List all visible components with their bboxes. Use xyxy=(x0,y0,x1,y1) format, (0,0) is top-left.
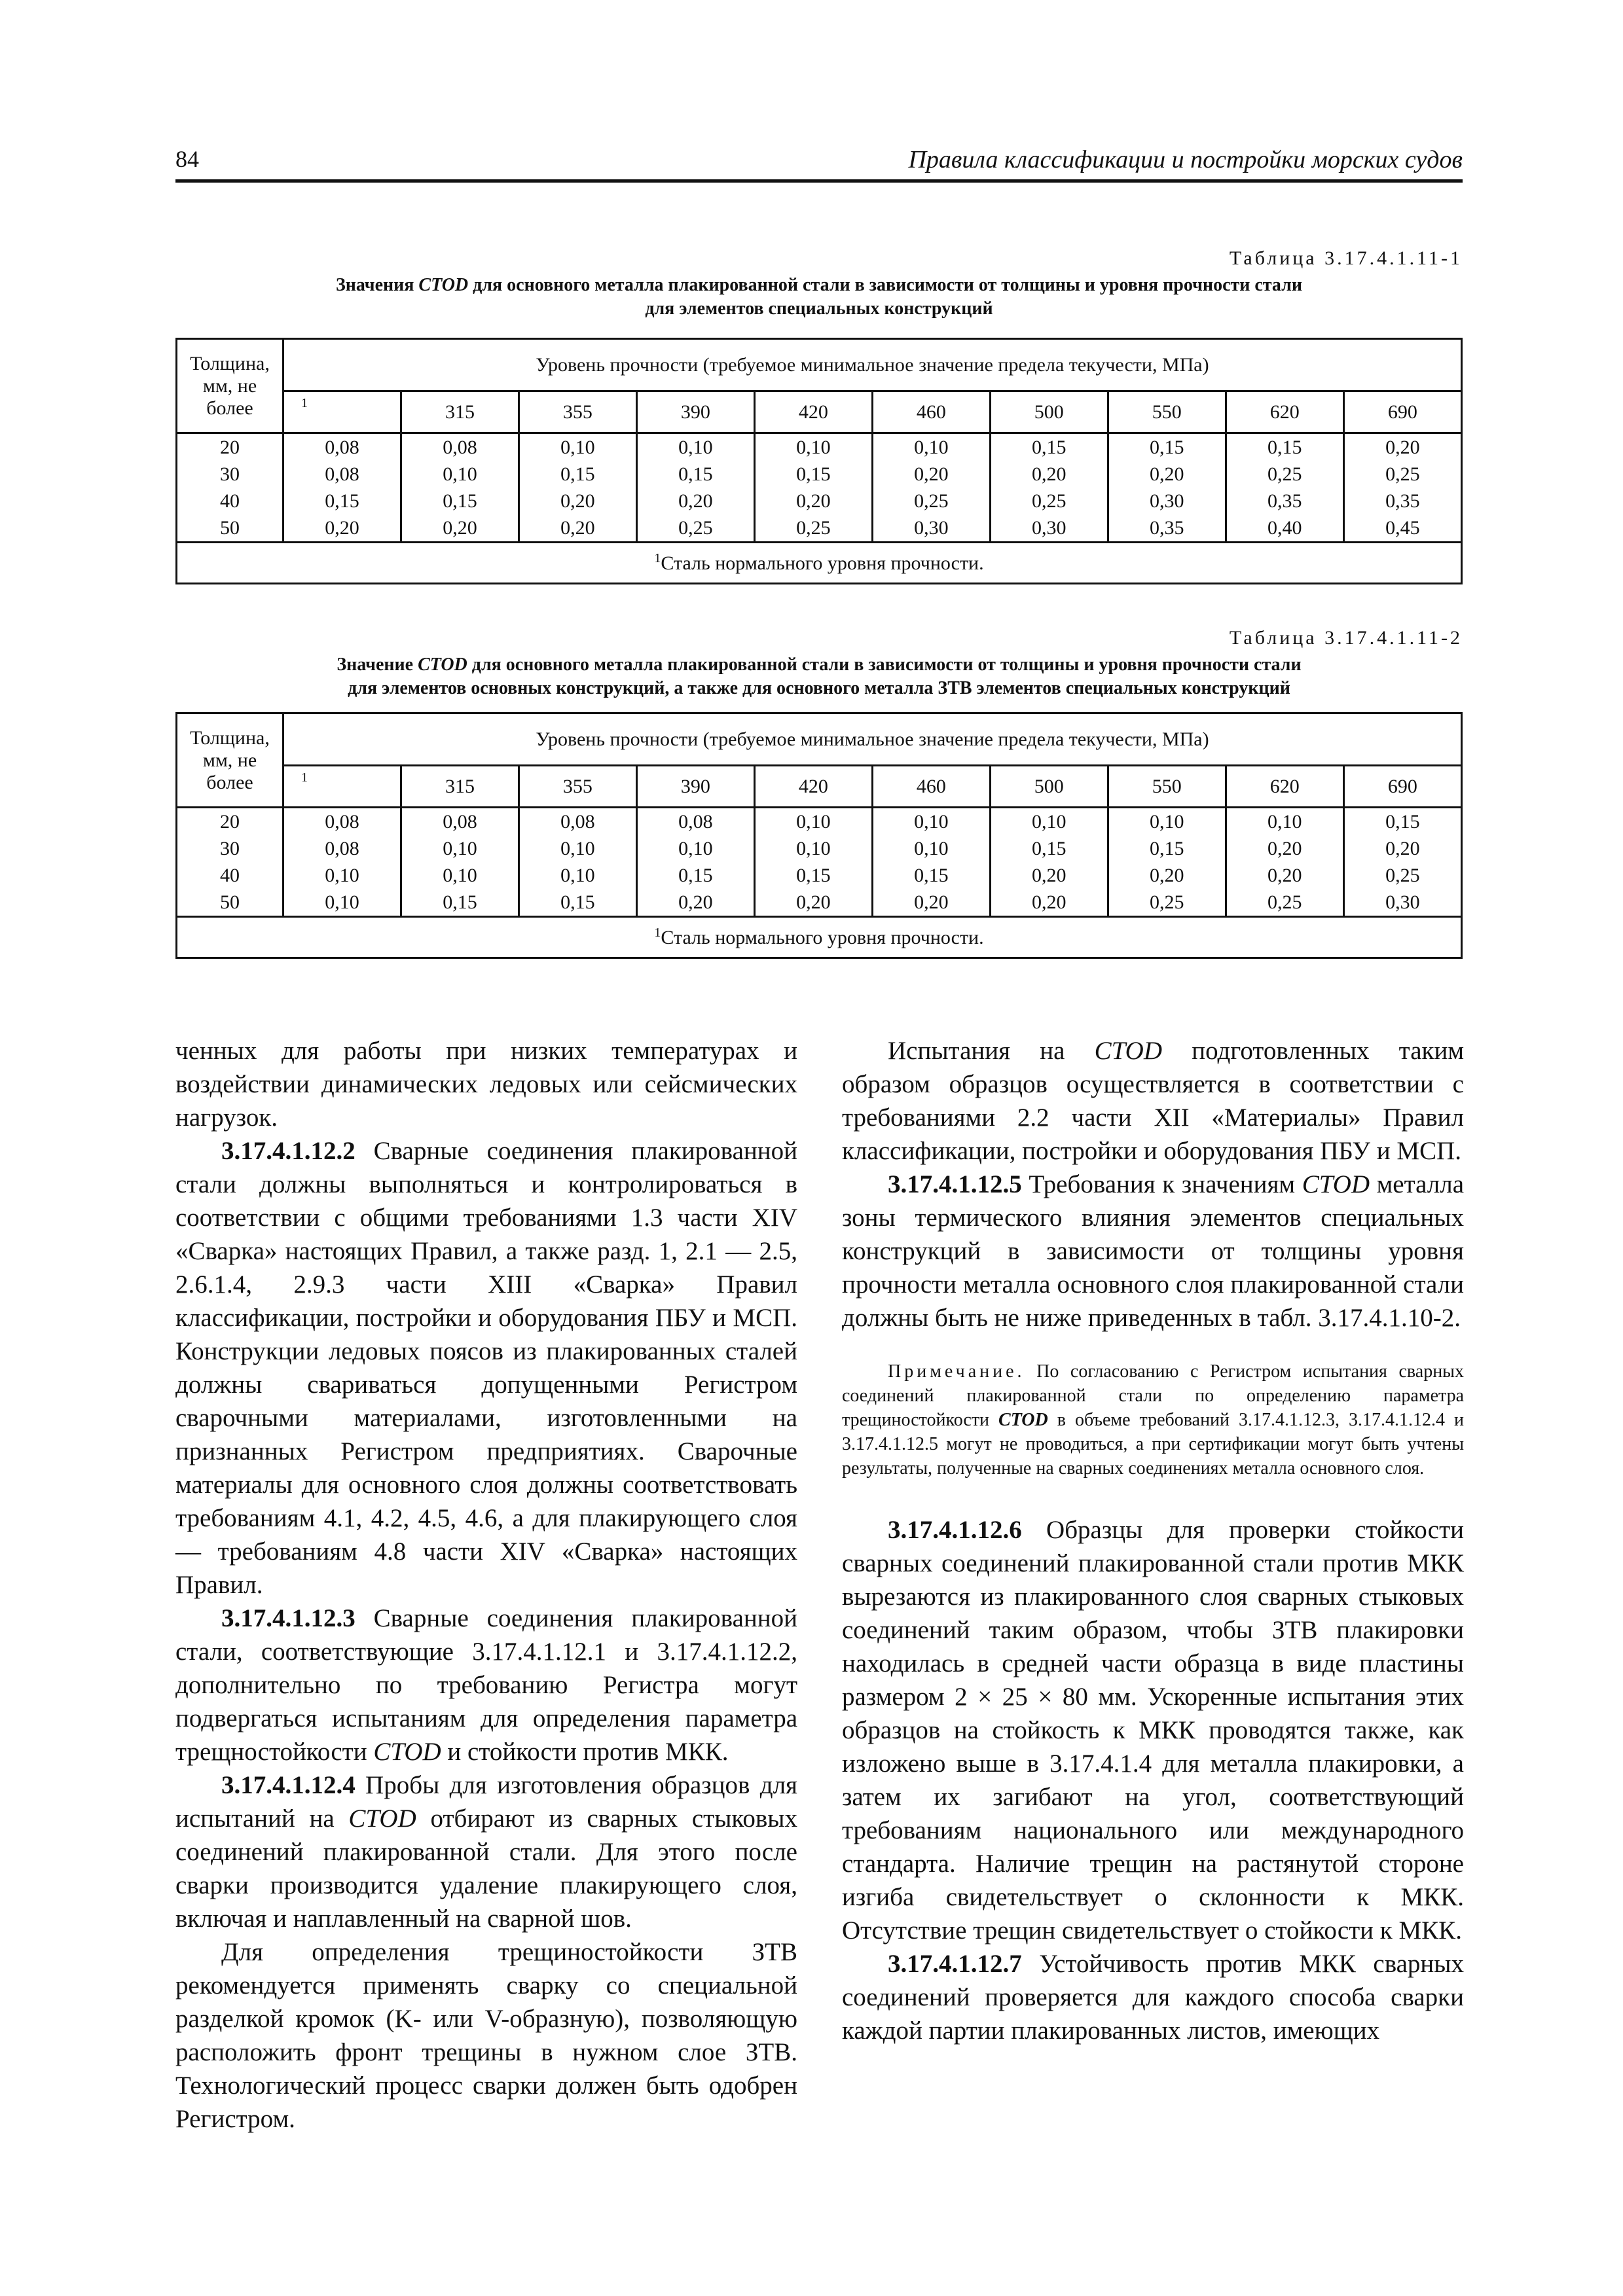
value-column: 0,15 0,20 0,30 0,35 xyxy=(1108,433,1226,543)
paragraph: 3.17.4.1.12.6 Образцы для проверки стойкости сварных соединений плакированной стали против МКК вырезаются из плакированного слоя сварных стыковых соединений таким образом, чтобы ЗТВ плакировки находилась в средней части образца в виде пластины размером 2 × 25 × 80 мм. Ускоренные испытания этих образцов на стойкость к МКК проводятся также, как изложено выше в 3.17.4.1.4 для металла плакировки, а затем их загибают на угол, соответствующий требованиям национального или международного стандарта. Наличие трещин на растянутой стороне изгиба свидетельствует о склонности к МКК. Отсутствие трещин свидетельствует о стойкости к МКК. xyxy=(842,1516,1464,1945)
page-header xyxy=(175,145,1463,183)
table-label: Таблица 3.17.4.1.11-2 xyxy=(1229,627,1463,649)
clause-number: 3.17.4.1.12.2 xyxy=(221,1137,356,1165)
clause-number: 3.17.4.1.12.3 xyxy=(221,1604,356,1632)
value-column: 0,10 0,15 0,20 0,25 xyxy=(636,433,754,543)
value-column: 0,08 0,10 0,10 0,15 xyxy=(401,808,519,917)
table-2-block xyxy=(175,627,1463,959)
clause-number: 3.17.4.1.12.5 xyxy=(888,1170,1022,1198)
value-column: 0,08 0,08 0,10 0,10 xyxy=(283,808,401,917)
strength-level-header: 1 xyxy=(283,766,401,808)
table-footnote: $^1$Сталь нормального уровня прочности. xyxy=(177,543,1462,584)
running-title: Правила классификации и постройки морских судов xyxy=(908,146,1463,173)
table-row xyxy=(177,433,1462,543)
table-1-block xyxy=(175,247,1463,584)
value-column: 0,15 0,25 0,35 0,40 xyxy=(1226,433,1343,543)
value-column: 0,10 0,20 0,25 0,30 xyxy=(872,433,990,543)
strength-level-header: 460 xyxy=(872,391,990,433)
strength-level-header: 690 xyxy=(1343,766,1461,808)
note: Примечание. По согласованию с Регистром испытания сварных соединений плакированной стали по определению параметра трещиностойкости CTOD в объеме требований 3.17.4.1.12.3, 3.17.4.1.12.4 и 3.17.4.1.12.5 могут не проводиться, а при сертификации могут быть учтены результаты, полученные на сварных соединениях металла основного слоя. xyxy=(842,1361,1464,1479)
strength-level-header: 420 xyxy=(754,391,872,433)
value-column: 0,10 0,15 0,20 0,20 xyxy=(990,808,1108,917)
strength-level-header: 1 xyxy=(283,391,401,433)
strength-level-header: 500 xyxy=(990,391,1108,433)
clause-number: 3.17.4.1.12.6 xyxy=(888,1516,1022,1544)
value-column: 0,08 0,08 0,15 0,20 xyxy=(283,433,401,543)
strength-level-header: 315 xyxy=(401,391,519,433)
thickness-header: Толщина, мм, не более xyxy=(177,713,283,808)
paragraph: 3.17.4.1.12.7 Устойчивость против МКК сварных соединений проверяется для каждого способа сварки каждой партии плакированных листов, имеющих xyxy=(842,1950,1464,2045)
strength-level-header: 355 xyxy=(519,391,636,433)
table-title: Значения CTOD для основного металла плакированной стали в зависимости от толщины и уровня прочности стали для элементов специальных конструкций xyxy=(335,275,1302,319)
value-column: 0,10 0,10 0,15 0,20 xyxy=(872,808,990,917)
value-column: 0,15 0,20 0,25 0,30 xyxy=(990,433,1108,543)
value-column: 0,10 0,10 0,15 0,20 xyxy=(754,808,872,917)
thickness-column: 20 30 40 50 xyxy=(177,433,283,543)
paragraph: 3.17.4.1.12.2 Сварные соединения плакированной стали должны выполняться и контролироваться в соответствии с общими требованиями 1.3 части XIV «Сварка» настоящих Правил, а также разд. 1, 2.1 — 2.5, 2.6.1.4, 2.9.3 части XIII «Сварка» Правил классификации, постройки и оборудования ПБУ и МСП. Конструкции ледовых поясов из плакированных сталей должны свариваться допущенными Регистром сварочными материалами, изготовленными на признанных Регистром предприятиях. Сварочные материалы для основного слоя должны соответствовать требованиям 4.1, 4.2, 4.5, 4.6, а для плакирующего слоя — требованиям 4.8 части XIV «Сварка» настоящих Правил. xyxy=(175,1137,797,1599)
ctod-term: CTOD xyxy=(418,275,469,295)
table-row xyxy=(177,808,1462,917)
left-text-column xyxy=(175,1034,797,2136)
paragraph: Для определения трещиностойкости ЗТВ рекомендуется применять сварку со специальной разделкой кромок (K- или V-образную), позволяющую расположить фронт трещины в нужном слое ЗТВ. Технологический процесс сварки должен быть одобрен Регистром. xyxy=(175,1938,797,2133)
strength-level-header: 620 xyxy=(1226,766,1343,808)
strength-level-header: 460 xyxy=(872,766,990,808)
clause-number: 3.17.4.1.12.4 xyxy=(221,1771,356,1799)
value-column: 0,20 0,25 0,35 0,45 xyxy=(1343,433,1461,543)
value-column: 0,10 0,20 0,20 0,25 xyxy=(1226,808,1343,917)
thickness-header: Толщина, мм, не более xyxy=(177,339,283,433)
value-column: 0,08 0,10 0,15 0,20 xyxy=(401,433,519,543)
strength-group-header: Уровень прочности (требуемое минимальное значение предела текучести, МПа) xyxy=(283,713,1462,766)
strength-level-header: 550 xyxy=(1108,766,1226,808)
strength-level-header: 690 xyxy=(1343,391,1461,433)
paragraph: 3.17.4.1.12.3 Сварные соединения плакированной стали, соответствующие 3.17.4.1.12.1 и 3.17.4.1.12.2, дополнительно по требованию Регистра могут подвергаться испытаниям для определения параметра трещностойкости CTOD и стойкости против МКК. xyxy=(175,1604,797,1766)
clause-number: 3.17.4.1.12.7 xyxy=(888,1950,1022,1978)
value-column: 0,10 0,15 0,20 0,20 xyxy=(519,433,636,543)
strength-level-header: 390 xyxy=(636,391,754,433)
value-column: 0,08 0,10 0,15 0,20 xyxy=(636,808,754,917)
value-column: 0,15 0,20 0,25 0,30 xyxy=(1343,808,1461,917)
strength-group-header: Уровень прочности (требуемое минимальное значение предела текучести, МПа) xyxy=(283,339,1462,391)
strength-level-header: 315 xyxy=(401,766,519,808)
thickness-column: 20 30 40 50 xyxy=(177,808,283,917)
right-text-column xyxy=(842,1034,1464,2047)
ctod-table xyxy=(175,712,1463,959)
paragraph: ченных для работы при низких температурах и воздействии динамических ледовых или сейсмических нагрузок. xyxy=(175,1037,797,1132)
paragraph: Испытания на CTOD подготовленных таким образом образцов осуществляется в соответствии с требованиями 2.2 части XII «Материалы» Правил классификации, постройки и оборудования ПБУ и МСП. xyxy=(842,1037,1464,1165)
note-label: Примечание. xyxy=(888,1361,1025,1382)
table-title: Значение CTOD для основного металла плакированной стали в зависимости от толщины и уровня прочности стали для элементов основных конструкций, а также для основного металла ЗТВ элементов специальных конструкций xyxy=(337,655,1302,698)
value-column: 0,10 0,15 0,20 0,25 xyxy=(754,433,872,543)
value-column: 0,10 0,15 0,20 0,25 xyxy=(1108,808,1226,917)
paragraph: 3.17.4.1.12.5 Требования к значениям CTOD металла зоны термического влияния элементов специальных конструкций в зависимости от толщины уровня прочности металла основного слоя плакированной стали должны быть не ниже приведенных в табл. 3.17.4.1.10-2. xyxy=(842,1170,1465,1332)
strength-level-header: 500 xyxy=(990,766,1108,808)
strength-level-header: 420 xyxy=(754,766,872,808)
strength-level-header: 390 xyxy=(636,766,754,808)
strength-level-header: 355 xyxy=(519,766,636,808)
strength-level-header: 620 xyxy=(1226,391,1343,433)
table-label: Таблица 3.17.4.1.11-1 xyxy=(1229,247,1463,269)
ctod-table xyxy=(175,338,1463,584)
page-number: 84 xyxy=(175,146,199,172)
strength-level-header: 550 xyxy=(1108,391,1226,433)
value-column: 0,08 0,10 0,10 0,15 xyxy=(519,808,636,917)
ctod-term: CTOD xyxy=(418,655,467,675)
paragraph: 3.17.4.1.12.4 Пробы для изготовления образцов для испытаний на CTOD отбирают из сварных стыковых соединений плакированной стали. Для этого после сварки производится удаление плакирующего слоя, включая и наплавленный на сварной шов. xyxy=(175,1771,797,1933)
table-footnote: $^1$Сталь нормального уровня прочности. xyxy=(177,917,1462,958)
